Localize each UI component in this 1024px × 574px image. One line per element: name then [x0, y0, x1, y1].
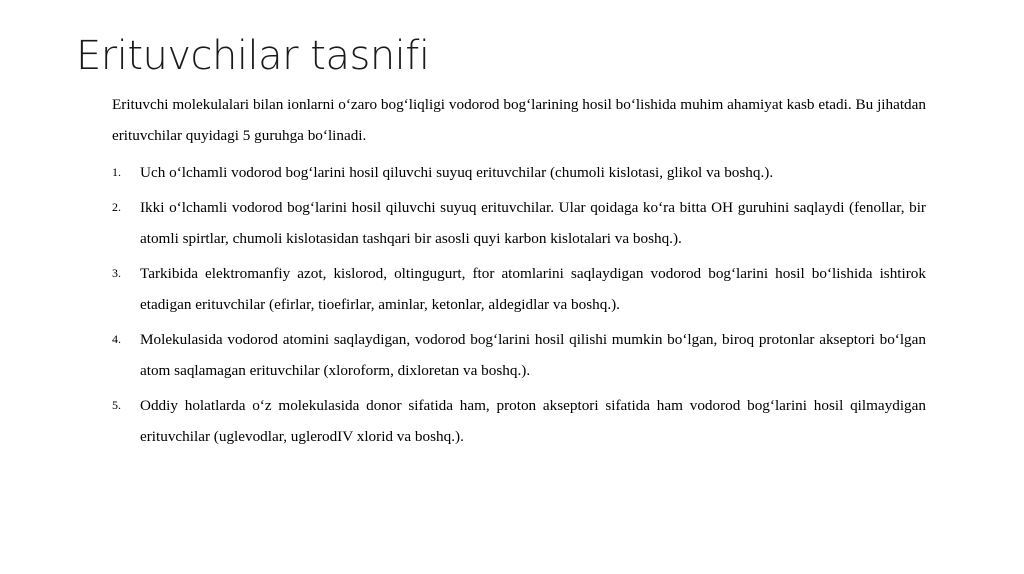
- classification-list: [112, 157, 926, 452]
- list-item-text: Oddiy holatlarda o‘z molekulasida donor sifatida ham, proton akseptori sifatida ham vodorod bog‘larini hosil qilmaydigan erituvchilar (uglevodlar, uglerodIV xlorid va boshq.).: [140, 397, 926, 445]
- list-item-text: Molekulasida vodorod atomini saqlaydigan, vodorod bog‘larini hosil qilishi mumkin bo‘lgan, biroq protonlar akseptori bo‘lgan atom saqlamagan erituvchilar (xloroform, dixloretan va boshq.).: [140, 331, 926, 379]
- list-item: [112, 192, 926, 254]
- slide-title: Erituvchilar tasnifi: [76, 33, 430, 79]
- list-item: [112, 390, 926, 452]
- list-item: [112, 324, 926, 386]
- intro-paragraph: Erituvchi molekulalari bilan ionlarni o‘zaro bog‘liqligi vodorod bog‘larining hosil bo‘lishida muhim ahamiyat kasb etadi. Bu jihatdan erituvchilar quyidagi 5 guruhga bo‘linadi.: [112, 96, 926, 144]
- list-item: [112, 157, 926, 188]
- list-item-number: 5.: [112, 398, 121, 412]
- list-item-text: Ikki o‘lchamli vodorod bog‘larini hosil qiluvchi suyuq erituvchilar. Ular qoidaga ko‘ra bitta OH guruhini saqlaydi (fenollar, bir atomli spirtlar, chumoli kislotasidan tashqari bir asosli quyi karbon kislotalari va boshq.).: [140, 199, 926, 247]
- list-item-number: 1.: [112, 165, 121, 179]
- list-item-number: 3.: [112, 266, 121, 280]
- list-item: [112, 258, 926, 320]
- list-item-number: 4.: [112, 332, 121, 346]
- list-item-text: Uch o‘lchamli vodorod bog‘larini hosil qiluvchi suyuq erituvchilar (chumoli kislotasi, glikol va boshq.).: [140, 164, 774, 181]
- list-item-text: Tarkibida elektromanfiy azot, kislorod, oltingugurt, ftor atomlarini saqlaydigan vodorod bog‘larini hosil bo‘lishida ishtirok etadigan erituvchilar (efirlar, tioefirlar, aminlar, ketonlar, aldegidlar va boshq.).: [140, 265, 926, 313]
- list-item-number: 2.: [112, 200, 121, 214]
- slide-body: [112, 89, 926, 456]
